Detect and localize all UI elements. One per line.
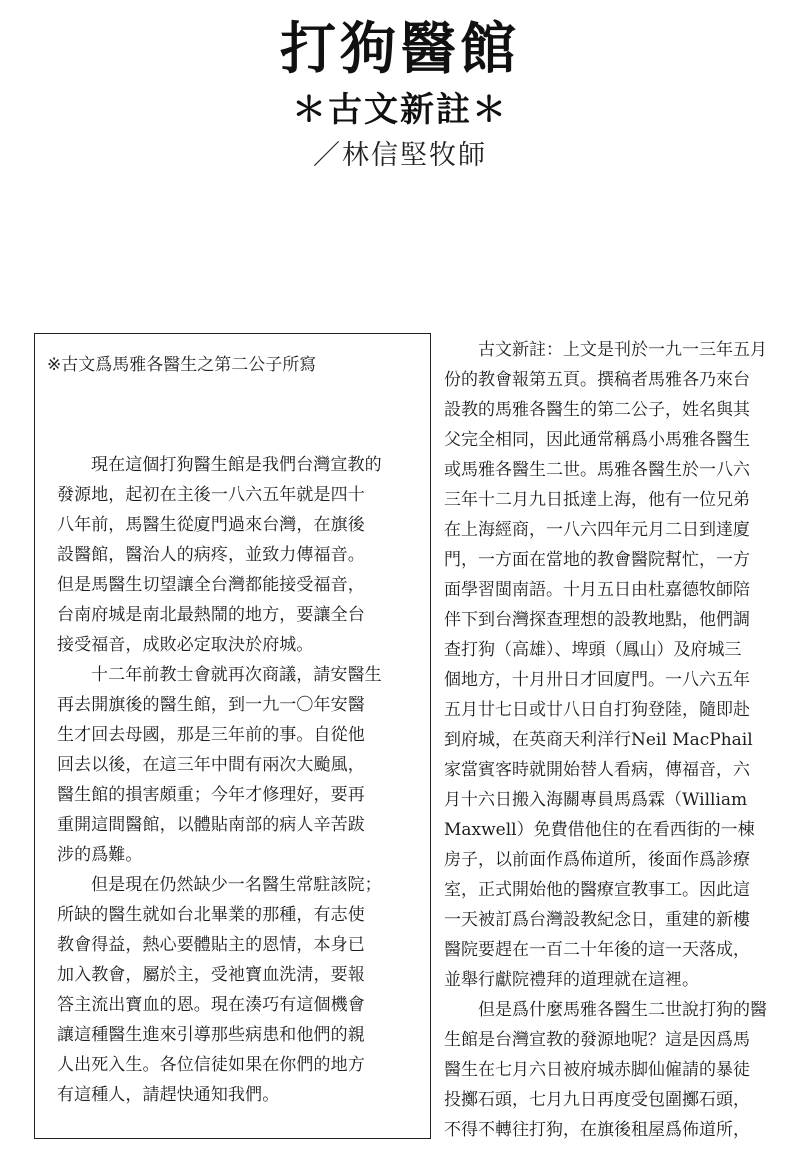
text-line: 八年前，馬醫生從廈門過來台灣，在旗後: [57, 515, 365, 535]
text-line: 台南府城是南北最熱鬧的地方，要讓全台: [57, 605, 365, 625]
text-line: 月十六日搬入海關專員馬爲霖（William: [444, 790, 748, 810]
text-line: 但是爲什麼馬雅各醫生二世說打狗的醫: [478, 1000, 767, 1020]
text-line: 回去以後，在這三年中間有兩次大颱風，: [57, 755, 365, 775]
paragraph: [57, 660, 413, 870]
text-line: 所缺的醫生就如台北畢業的那種，有志使: [57, 905, 365, 925]
text-line: 五月廿七日或廿八日自打狗登陸，隨即赴: [444, 700, 750, 720]
paragraph: [444, 335, 780, 995]
text-line: 重開這間醫館，以體貼南部的病人辛苦跋: [57, 815, 365, 835]
text-line: 發源地，起初在主後一八六五年就是四十: [57, 485, 365, 505]
text-line: 教會得益，熱心要體貼主的恩情，本身已: [57, 935, 365, 955]
text-line: 或馬雅各醫生二世。馬雅各醫生於一八六: [444, 460, 750, 480]
sidebar-box-original-text: [34, 333, 431, 1139]
text-line: 在上海經商，一八六四年元月二日到達廈: [444, 520, 750, 540]
text-line: 再去開旗後的醫生館，到一九一〇年安醫: [57, 695, 365, 715]
paragraph: [444, 995, 780, 1145]
text-line: 醫生館的損害頗重；今年才修理好，要再: [57, 785, 365, 805]
text-line: 有這種人，請趕快通知我們。: [57, 1085, 280, 1105]
text-line: 父完全相同，因此通常稱爲小馬雅各醫生: [444, 430, 750, 450]
paragraph: [57, 870, 413, 1110]
text-line: 人出死入生。各位信徒如果在你們的地方: [57, 1055, 365, 1075]
text-line: 投擲石頭，七月九日再度受包圍擲石頭，: [444, 1090, 750, 1110]
text-line: 涉的爲難。: [57, 845, 143, 865]
text-line: 不得不轉往打狗，在旗後租屋爲佈道所，: [444, 1120, 750, 1140]
text-line: 醫生在七月六日被府城赤脚仙僱請的暴徒: [444, 1060, 750, 1080]
text-line: 家當賓客時就開始替人看病，傳福音，六: [444, 760, 750, 780]
text-line: Maxwell）免費借他住的在看西街的一棟: [444, 820, 755, 840]
text-line: 伴下到台灣探查理想的設教地點，他們調: [444, 610, 750, 630]
text-line: 並舉行獻院禮拜的道理就在這裡。: [444, 970, 699, 990]
commentary-column: [444, 335, 780, 1145]
text-line: 到府城，在英商天利洋行Neil MacPhail: [444, 730, 753, 750]
text-line: 生才回去母國，那是三年前的事。自從他: [57, 725, 365, 745]
text-line: 加入教會，屬於主，受祂寶血洗淸，要報: [57, 965, 365, 985]
text-line: 設教的馬雅各醫生的第二公子，姓名與其: [444, 400, 750, 420]
text-line: 生館是台灣宣教的發源地呢？這是因爲馬: [444, 1030, 750, 1050]
paragraph: [57, 450, 413, 660]
text-line: 三年十二月九日抵達上海，他有一位兄弟: [444, 490, 750, 510]
text-line: 醫院要趕在一百二十年後的這一天落成，: [444, 940, 750, 960]
text-line: 門，一方面在當地的教會醫院幫忙，一方: [444, 550, 750, 570]
text-line: 現在這個打狗醫生館是我們台灣宣教的: [91, 455, 382, 475]
text-line: 個地方，十月卅日才回廈門。一八六五年: [444, 670, 750, 690]
original-text-column: [57, 450, 413, 1110]
text-line: 查打狗（高雄）、埤頭（鳳山）及府城三: [444, 640, 742, 660]
box-note: ※古文爲馬雅各醫生之第二公子所寫: [47, 355, 317, 375]
text-line: 設醫館，醫治人的病疼，並致力傳福音。: [57, 545, 365, 565]
text-line: 但是現在仍然缺少一名醫生常駐該院；: [91, 875, 382, 895]
text-line: 房子，以前面作爲佈道所，後面作爲診療: [444, 850, 750, 870]
article-subtitle: ＊古文新註＊: [292, 90, 508, 130]
text-line: 但是馬醫生切望讓全台灣都能接受福音，: [57, 575, 365, 595]
text-line: 室，正式開始他的醫療宣教事工。因此這: [444, 880, 750, 900]
text-line: 面學習閩南語。十月五日由杜嘉德牧師陪: [444, 580, 750, 600]
article-author: ／林信堅牧師: [313, 140, 487, 171]
text-line: 十二年前教士會就再次商議，請安醫生: [91, 665, 382, 685]
text-line: 古文新註：上文是刊於一九一三年五月: [478, 340, 767, 360]
text-line: 讓這種醫生進來引導那些病患和他們的親: [57, 1025, 365, 1045]
text-line: 份的教會報第五頁。撰稿者馬雅各乃來台: [444, 370, 750, 390]
text-line: 答主流出寶血的恩。現在湊巧有這個機會: [57, 995, 365, 1015]
article-title: 打狗醫館: [280, 16, 520, 82]
text-line: 接受福音，成敗必定取決於府城。: [57, 635, 314, 655]
text-line: 一天被訂爲台灣設教紀念日，重建的新樓: [444, 910, 750, 930]
